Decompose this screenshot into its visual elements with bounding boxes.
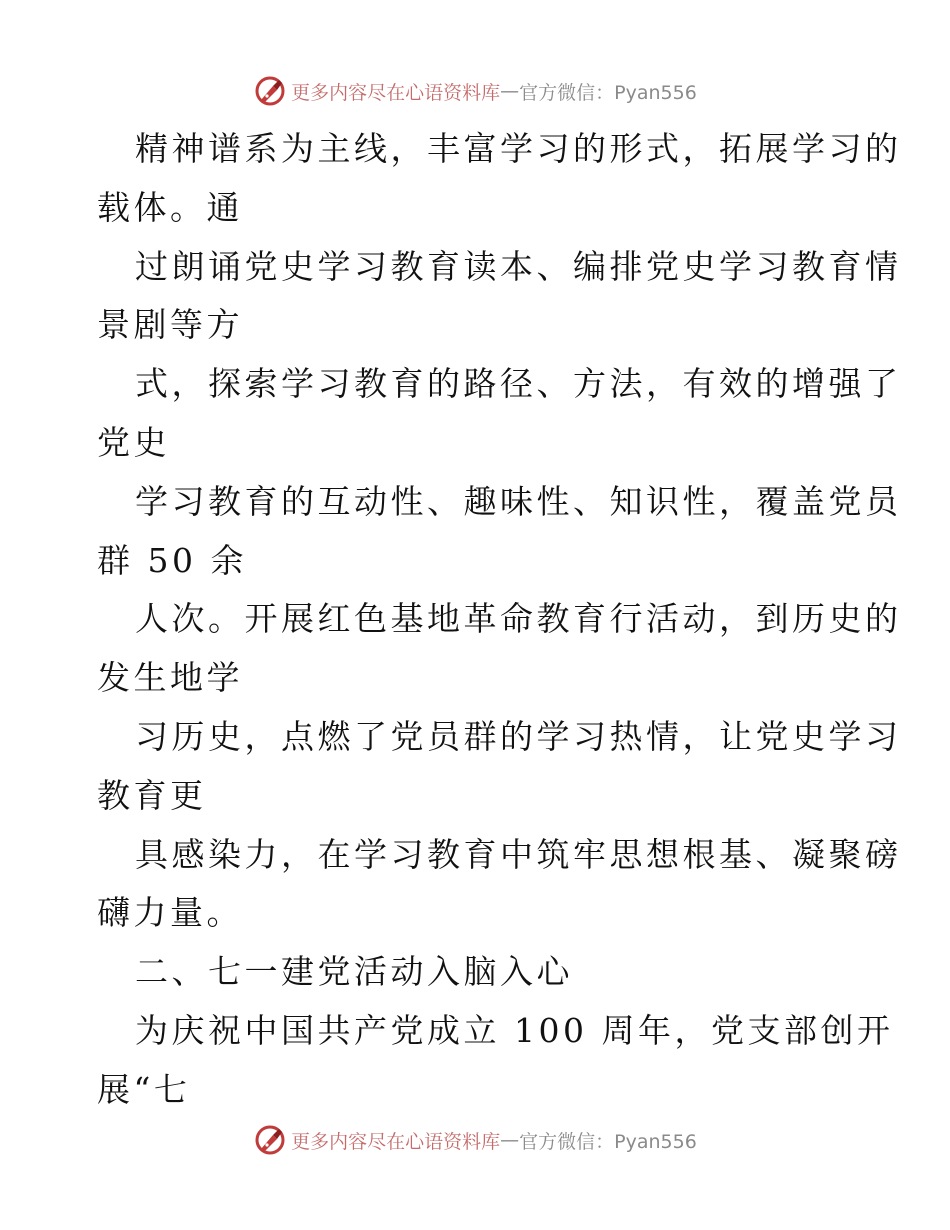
body-line: 展“七 [97, 1069, 191, 1109]
body-line: 教育更 [97, 775, 207, 815]
body-line: 为庆祝中国共产党成立 100 周年，党支部创开 [135, 1010, 894, 1050]
body-line: 式，探索学习教育的路径、方法，有效的增强了 [135, 364, 902, 404]
watermark-brand-text: 更多内容尽在心语资料库 [291, 1130, 501, 1153]
watermark-brand-text: 更多内容尽在心语资料库 [291, 81, 501, 104]
header-watermark [0, 71, 950, 111]
body-line: 礴力量。 [97, 893, 243, 933]
body-line: 人次。开展红色基地革命教育行活动，到历史的 [135, 599, 902, 639]
body-line: 习历史，点燃了党员群的学习热情，让党史学习 [135, 716, 902, 756]
watermark-contact-text: 官方微信：Pyan556 [519, 81, 697, 104]
pen-nib-logo-icon [253, 1123, 287, 1157]
footer-watermark [0, 1120, 950, 1160]
watermark-dash: — [500, 1129, 520, 1151]
pen-nib-logo-icon [253, 74, 287, 108]
section-heading: 二、七一建党活动入脑入心 [135, 952, 573, 992]
watermark-contact-text: 官方微信：Pyan556 [519, 1130, 697, 1153]
body-line: 精神谱系为主线，丰富学习的形式，拓展学习的 [135, 129, 902, 168]
body-line: 过朗诵党史学习教育读本、编排党史学习教育情 [135, 246, 902, 286]
body-line: 载体。通 [97, 187, 243, 227]
body-line: 群 50 余 [97, 540, 247, 580]
document-body [97, 120, 902, 1120]
body-line: 景剧等方 [97, 305, 243, 345]
body-line: 发生地学 [97, 658, 243, 698]
body-line: 具感染力，在学习教育中筑牢思想根基、凝聚磅 [135, 834, 902, 874]
body-line: 学习教育的互动性、趣味性、知识性，覆盖党员 [135, 481, 902, 521]
body-line: 党史 [97, 422, 170, 462]
watermark-dash: — [500, 80, 520, 102]
